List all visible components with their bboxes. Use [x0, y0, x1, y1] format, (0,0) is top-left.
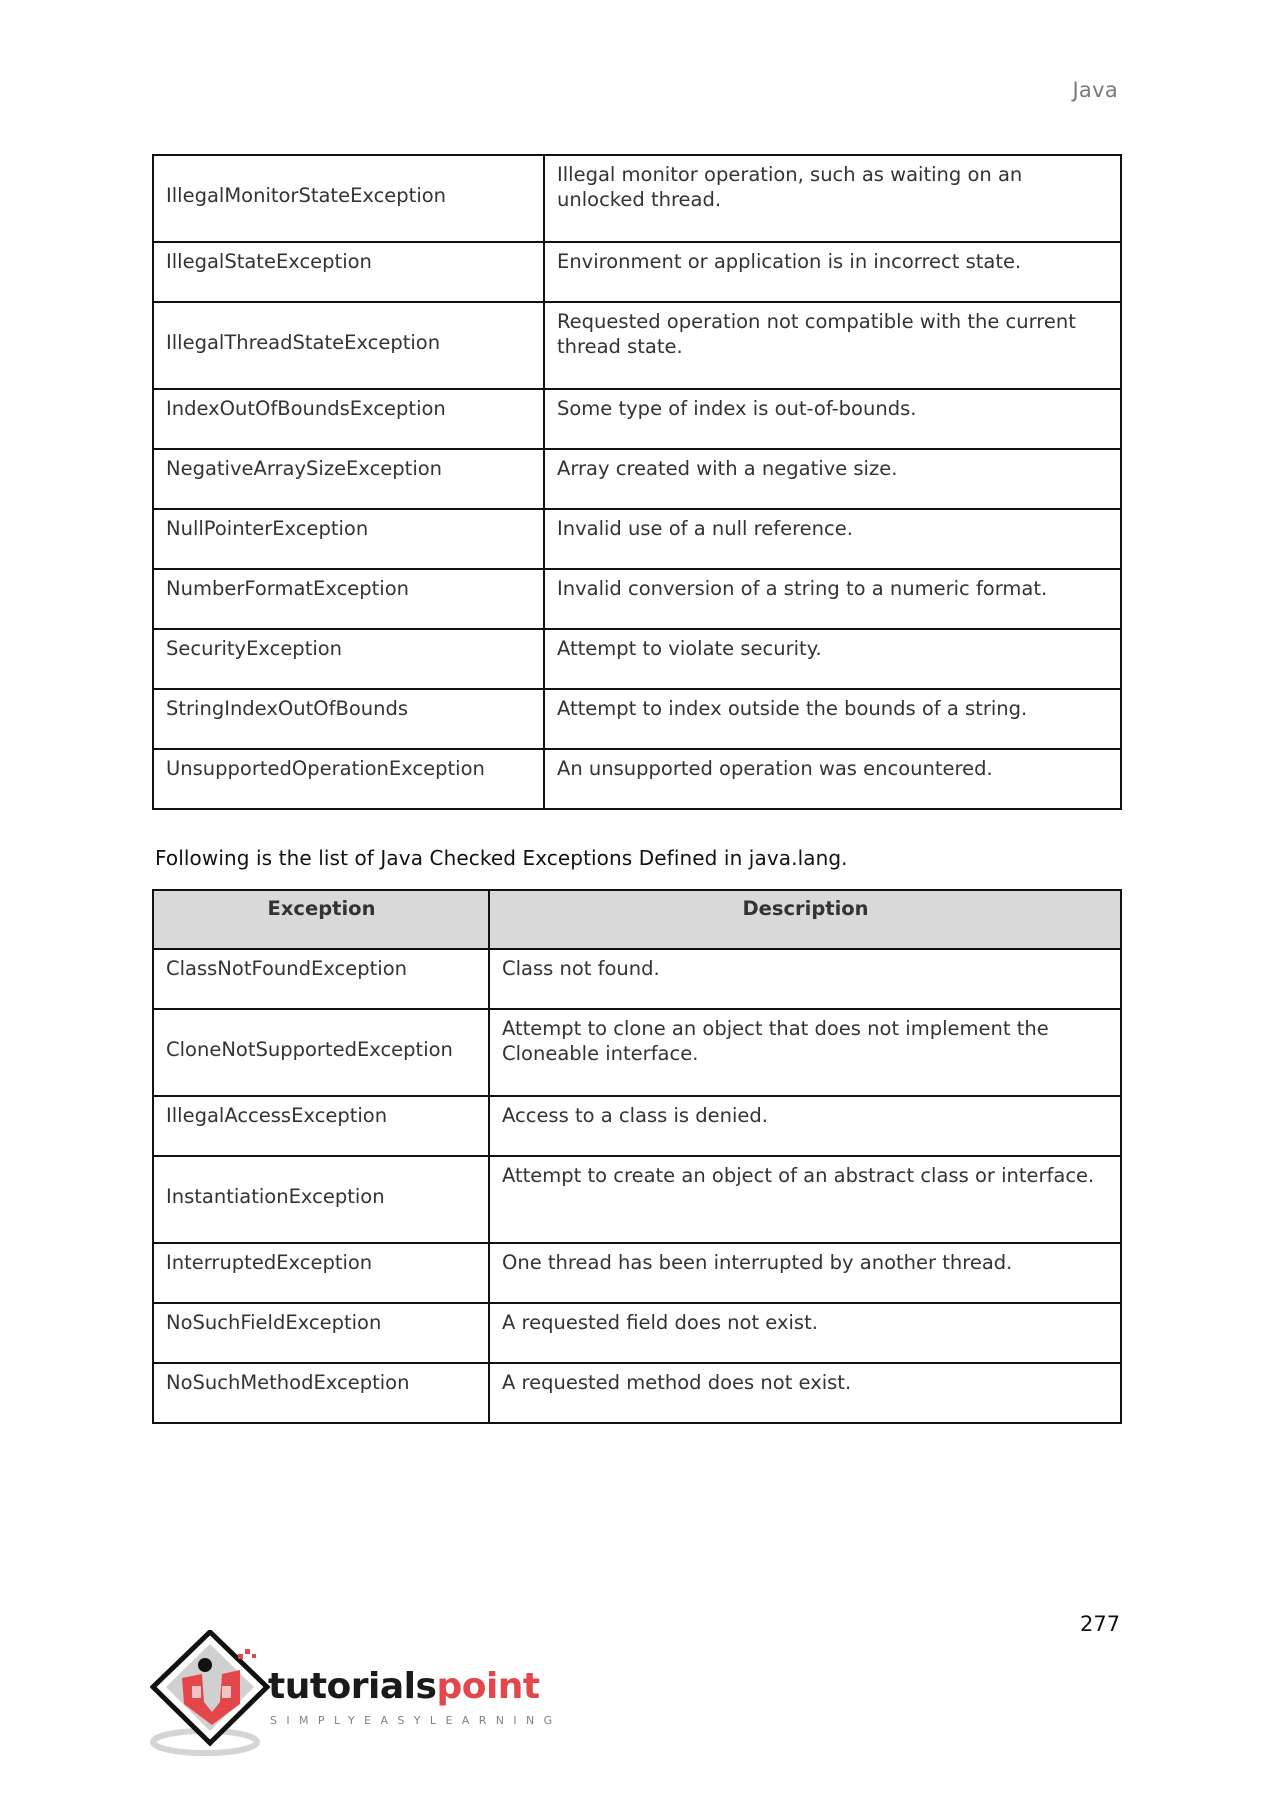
logo-wordmark: tutorialspoint — [268, 1666, 540, 1707]
table-row — [153, 1096, 1121, 1156]
logo-diamond-icon — [150, 1630, 280, 1760]
exception-description-cell: Array created with a negative size. — [544, 449, 1121, 509]
table-row — [153, 1156, 1121, 1243]
table-row — [153, 1363, 1121, 1423]
exception-name-cell: NegativeArraySizeException — [153, 449, 544, 509]
exception-name-cell: NumberFormatException — [153, 569, 544, 629]
exception-description-cell: Illegal monitor operation, such as waiting on an unlocked thread. — [544, 155, 1121, 242]
table-header-row — [153, 890, 1121, 949]
exception-description-cell: Invalid use of a null reference. — [544, 509, 1121, 569]
exception-name-cell: ClassNotFoundException — [153, 949, 489, 1009]
exception-description-cell: Attempt to index outside the bounds of a string. — [544, 689, 1121, 749]
table-row — [153, 1303, 1121, 1363]
logo-tagline: SIMPLYEASYLEARNING — [270, 1714, 562, 1727]
table-row — [153, 1009, 1121, 1096]
exception-name-cell: StringIndexOutOfBounds — [153, 689, 544, 749]
exception-description-cell: Access to a class is denied. — [489, 1096, 1121, 1156]
exception-name-cell: IndexOutOfBoundsException — [153, 389, 544, 449]
running-header: Java — [1072, 78, 1118, 102]
table-row — [153, 155, 1121, 242]
exception-description-cell: An unsupported operation was encountered. — [544, 749, 1121, 809]
exception-description-cell: Invalid conversion of a string to a numeric format. — [544, 569, 1121, 629]
exception-description-cell: A requested method does not exist. — [489, 1363, 1121, 1423]
exception-description-cell: Environment or application is in incorrect state. — [544, 242, 1121, 302]
table-row — [153, 749, 1121, 809]
exception-description-cell: Attempt to clone an object that does not implement the Cloneable interface. — [489, 1009, 1121, 1096]
unchecked-exceptions-table — [152, 154, 1122, 810]
column-header-description: Description — [489, 890, 1121, 949]
intro-paragraph: Following is the list of Java Checked Exceptions Defined in java.lang. — [155, 846, 848, 870]
table-row — [153, 242, 1121, 302]
checked-exceptions-table — [152, 889, 1122, 1424]
exception-name-cell: IllegalMonitorStateException — [153, 155, 544, 242]
table-row — [153, 949, 1121, 1009]
exception-name-cell: NullPointerException — [153, 509, 544, 569]
table-row — [153, 302, 1121, 389]
exception-name-cell: CloneNotSupportedException — [153, 1009, 489, 1096]
exception-description-cell: Some type of index is out-of-bounds. — [544, 389, 1121, 449]
exception-description-cell: One thread has been interrupted by another thread. — [489, 1243, 1121, 1303]
exception-description-cell: Class not found. — [489, 949, 1121, 1009]
exception-name-cell: NoSuchFieldException — [153, 1303, 489, 1363]
table-row — [153, 449, 1121, 509]
table-row — [153, 629, 1121, 689]
exception-name-cell: SecurityException — [153, 629, 544, 689]
exception-description-cell: Attempt to violate security. — [544, 629, 1121, 689]
table-row — [153, 389, 1121, 449]
exception-description-cell: Attempt to create an object of an abstract class or interface. — [489, 1156, 1121, 1243]
exception-name-cell: NoSuchMethodException — [153, 1363, 489, 1423]
column-header-exception: Exception — [153, 890, 489, 949]
exception-name-cell: IllegalAccessException — [153, 1096, 489, 1156]
exception-name-cell: IllegalStateException — [153, 242, 544, 302]
page-number: 277 — [1080, 1612, 1121, 1636]
exception-name-cell: IllegalThreadStateException — [153, 302, 544, 389]
exception-name-cell: InstantiationException — [153, 1156, 489, 1243]
table-row — [153, 1243, 1121, 1303]
table-row — [153, 569, 1121, 629]
exception-name-cell: UnsupportedOperationException — [153, 749, 544, 809]
table-row — [153, 689, 1121, 749]
exception-description-cell: Requested operation not compatible with the current thread state. — [544, 302, 1121, 389]
tutorialspoint-logo — [150, 1630, 570, 1760]
table-row — [153, 509, 1121, 569]
exception-name-cell: InterruptedException — [153, 1243, 489, 1303]
exception-description-cell: A requested field does not exist. — [489, 1303, 1121, 1363]
